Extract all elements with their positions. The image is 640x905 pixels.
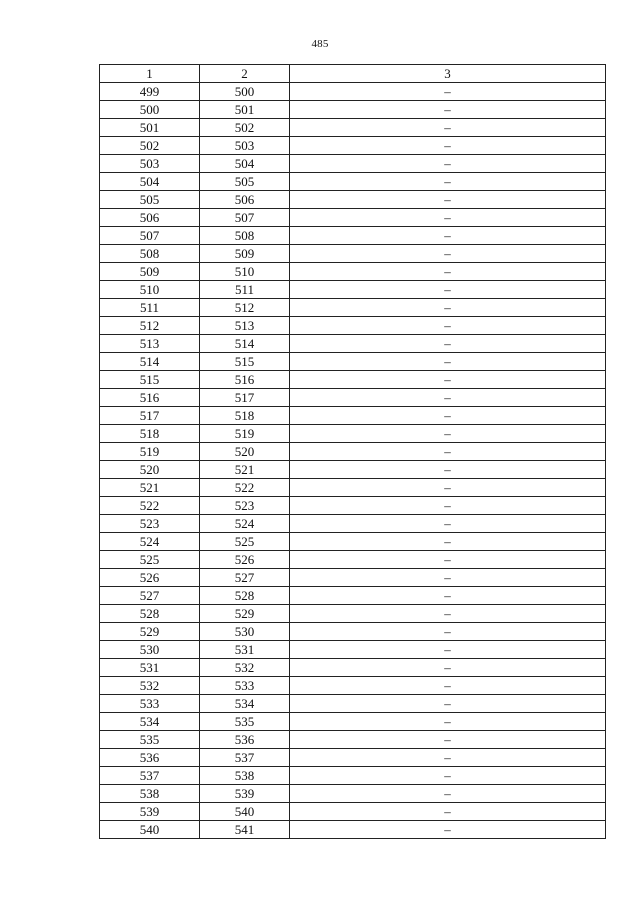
table-cell-col-3: – xyxy=(290,641,606,659)
table-cell-col-1: 528 xyxy=(100,605,200,623)
table-row xyxy=(100,245,606,263)
table-cell-col-2: 503 xyxy=(200,137,290,155)
table-row xyxy=(100,821,606,839)
table-row xyxy=(100,587,606,605)
table-cell-col-1: 533 xyxy=(100,695,200,713)
table-row xyxy=(100,137,606,155)
table-cell-col-2: 501 xyxy=(200,101,290,119)
table-cell-col-3: – xyxy=(290,353,606,371)
table-cell-col-3: – xyxy=(290,191,606,209)
table-row xyxy=(100,461,606,479)
table-cell-col-3: – xyxy=(290,551,606,569)
column-header-2: 2 xyxy=(200,65,290,83)
table-cell-col-2: 530 xyxy=(200,623,290,641)
table-row xyxy=(100,659,606,677)
table-cell-col-3: – xyxy=(290,281,606,299)
table-cell-col-1: 521 xyxy=(100,479,200,497)
table-cell-col-1: 508 xyxy=(100,245,200,263)
table-row xyxy=(100,551,606,569)
table-cell-col-2: 519 xyxy=(200,425,290,443)
table-cell-col-3: – xyxy=(290,389,606,407)
table-cell-col-2: 525 xyxy=(200,533,290,551)
table-cell-col-2: 510 xyxy=(200,263,290,281)
table-cell-col-2: 527 xyxy=(200,569,290,587)
table-cell-col-2: 532 xyxy=(200,659,290,677)
table-cell-col-1: 537 xyxy=(100,767,200,785)
table-cell-col-1: 538 xyxy=(100,785,200,803)
table-row xyxy=(100,533,606,551)
table-row xyxy=(100,767,606,785)
table-cell-col-1: 500 xyxy=(100,101,200,119)
table-row xyxy=(100,227,606,245)
table-cell-col-1: 513 xyxy=(100,335,200,353)
table-cell-col-3: – xyxy=(290,245,606,263)
table-cell-col-2: 533 xyxy=(200,677,290,695)
table-cell-col-2: 517 xyxy=(200,389,290,407)
table-row xyxy=(100,389,606,407)
table-cell-col-2: 534 xyxy=(200,695,290,713)
table-cell-col-2: 537 xyxy=(200,749,290,767)
column-header-1: 1 xyxy=(100,65,200,83)
table-cell-col-3: – xyxy=(290,299,606,317)
table-cell-col-3: – xyxy=(290,263,606,281)
table-cell-col-1: 525 xyxy=(100,551,200,569)
table-cell-col-1: 512 xyxy=(100,317,200,335)
table-cell-col-1: 502 xyxy=(100,137,200,155)
table-cell-col-3: – xyxy=(290,209,606,227)
table-cell-col-2: 518 xyxy=(200,407,290,425)
table-cell-col-1: 524 xyxy=(100,533,200,551)
table-cell-col-3: – xyxy=(290,371,606,389)
table-cell-col-1: 516 xyxy=(100,389,200,407)
table-cell-col-3: – xyxy=(290,803,606,821)
table-cell-col-1: 506 xyxy=(100,209,200,227)
table-cell-col-1: 530 xyxy=(100,641,200,659)
table-cell-col-3: – xyxy=(290,677,606,695)
table-cell-col-2: 515 xyxy=(200,353,290,371)
table-cell-col-2: 520 xyxy=(200,443,290,461)
column-header-3: 3 xyxy=(290,65,606,83)
table-cell-col-3: – xyxy=(290,317,606,335)
table-cell-col-1: 536 xyxy=(100,749,200,767)
table-cell-col-1: 518 xyxy=(100,425,200,443)
table-row xyxy=(100,407,606,425)
table-row xyxy=(100,713,606,731)
table-cell-col-1: 507 xyxy=(100,227,200,245)
table-cell-col-2: 500 xyxy=(200,83,290,101)
table-row xyxy=(100,677,606,695)
table-cell-col-1: 522 xyxy=(100,497,200,515)
table-cell-col-3: – xyxy=(290,479,606,497)
table-cell-col-2: 539 xyxy=(200,785,290,803)
table-row xyxy=(100,209,606,227)
table-cell-col-1: 510 xyxy=(100,281,200,299)
table-cell-col-3: – xyxy=(290,731,606,749)
table-cell-col-3: – xyxy=(290,623,606,641)
table-row xyxy=(100,785,606,803)
table-cell-col-1: 539 xyxy=(100,803,200,821)
table-row xyxy=(100,263,606,281)
table-row xyxy=(100,155,606,173)
table-cell-col-2: 505 xyxy=(200,173,290,191)
table-cell-col-3: – xyxy=(290,173,606,191)
page-number: 485 xyxy=(311,38,329,50)
table-row xyxy=(100,731,606,749)
table-cell-col-3: – xyxy=(290,443,606,461)
table-cell-col-1: 504 xyxy=(100,173,200,191)
table-cell-col-1: 520 xyxy=(100,461,200,479)
table-cell-col-3: – xyxy=(290,821,606,839)
table-cell-col-1: 509 xyxy=(100,263,200,281)
table-row xyxy=(100,605,606,623)
table-row xyxy=(100,749,606,767)
table-cell-col-1: 532 xyxy=(100,677,200,695)
table-cell-col-3: – xyxy=(290,335,606,353)
table-row xyxy=(100,281,606,299)
table-cell-col-1: 534 xyxy=(100,713,200,731)
table-cell-col-1: 531 xyxy=(100,659,200,677)
table-cell-col-2: 541 xyxy=(200,821,290,839)
table-cell-col-3: – xyxy=(290,749,606,767)
table-cell-col-3: – xyxy=(290,227,606,245)
table-cell-col-3: – xyxy=(290,695,606,713)
table-cell-col-3: – xyxy=(290,767,606,785)
table-row xyxy=(100,353,606,371)
table-cell-col-2: 512 xyxy=(200,299,290,317)
table-cell-col-1: 499 xyxy=(100,83,200,101)
table-cell-col-2: 531 xyxy=(200,641,290,659)
table-cell-col-1: 501 xyxy=(100,119,200,137)
table-cell-col-3: – xyxy=(290,101,606,119)
table-cell-col-2: 506 xyxy=(200,191,290,209)
table-cell-col-2: 528 xyxy=(200,587,290,605)
table-cell-col-3: – xyxy=(290,137,606,155)
table-cell-col-2: 507 xyxy=(200,209,290,227)
table-cell-col-3: – xyxy=(290,155,606,173)
table-cell-col-1: 517 xyxy=(100,407,200,425)
table-cell-col-1: 523 xyxy=(100,515,200,533)
table-cell-col-3: – xyxy=(290,587,606,605)
table-cell-col-2: 535 xyxy=(200,713,290,731)
table-row xyxy=(100,515,606,533)
table-header-row xyxy=(100,65,606,83)
table-cell-col-1: 540 xyxy=(100,821,200,839)
table-cell-col-1: 503 xyxy=(100,155,200,173)
table-row xyxy=(100,623,606,641)
table-row xyxy=(100,335,606,353)
table-cell-col-1: 519 xyxy=(100,443,200,461)
table-row xyxy=(100,317,606,335)
table-row xyxy=(100,695,606,713)
table-cell-col-1: 514 xyxy=(100,353,200,371)
table-cell-col-2: 502 xyxy=(200,119,290,137)
table-row xyxy=(100,569,606,587)
table-cell-col-1: 505 xyxy=(100,191,200,209)
table-row xyxy=(100,497,606,515)
table-row xyxy=(100,299,606,317)
table-row xyxy=(100,425,606,443)
table-cell-col-3: – xyxy=(290,497,606,515)
table-cell-col-3: – xyxy=(290,569,606,587)
table-cell-col-2: 538 xyxy=(200,767,290,785)
table-cell-col-3: – xyxy=(290,605,606,623)
table-row xyxy=(100,443,606,461)
table-cell-col-3: – xyxy=(290,713,606,731)
table-cell-col-3: – xyxy=(290,461,606,479)
table-row xyxy=(100,101,606,119)
table-row xyxy=(100,479,606,497)
table-cell-col-2: 509 xyxy=(200,245,290,263)
table-cell-col-2: 516 xyxy=(200,371,290,389)
table-cell-col-3: – xyxy=(290,515,606,533)
table-cell-col-2: 523 xyxy=(200,497,290,515)
table-cell-col-2: 526 xyxy=(200,551,290,569)
table-cell-col-1: 526 xyxy=(100,569,200,587)
table-cell-col-2: 524 xyxy=(200,515,290,533)
table-cell-col-2: 522 xyxy=(200,479,290,497)
table-row xyxy=(100,803,606,821)
table-cell-col-2: 540 xyxy=(200,803,290,821)
table-cell-col-3: – xyxy=(290,533,606,551)
table-row xyxy=(100,641,606,659)
table-cell-col-3: – xyxy=(290,425,606,443)
table-cell-col-2: 513 xyxy=(200,317,290,335)
table-cell-col-3: – xyxy=(290,407,606,425)
table-cell-col-1: 529 xyxy=(100,623,200,641)
table-row xyxy=(100,371,606,389)
table-cell-col-2: 504 xyxy=(200,155,290,173)
table-body xyxy=(100,83,606,839)
data-table xyxy=(99,64,606,839)
table-cell-col-1: 515 xyxy=(100,371,200,389)
table-cell-col-3: – xyxy=(290,785,606,803)
table-cell-col-2: 521 xyxy=(200,461,290,479)
table-row xyxy=(100,83,606,101)
table-cell-col-2: 529 xyxy=(200,605,290,623)
table-cell-col-1: 527 xyxy=(100,587,200,605)
table-cell-col-2: 511 xyxy=(200,281,290,299)
table-cell-col-3: – xyxy=(290,83,606,101)
table-cell-col-1: 535 xyxy=(100,731,200,749)
table-row xyxy=(100,191,606,209)
table-cell-col-3: – xyxy=(290,659,606,677)
table-cell-col-2: 508 xyxy=(200,227,290,245)
table-cell-col-1: 511 xyxy=(100,299,200,317)
table-cell-col-2: 514 xyxy=(200,335,290,353)
table-row xyxy=(100,173,606,191)
table-cell-col-2: 536 xyxy=(200,731,290,749)
table-cell-col-3: – xyxy=(290,119,606,137)
table-row xyxy=(100,119,606,137)
